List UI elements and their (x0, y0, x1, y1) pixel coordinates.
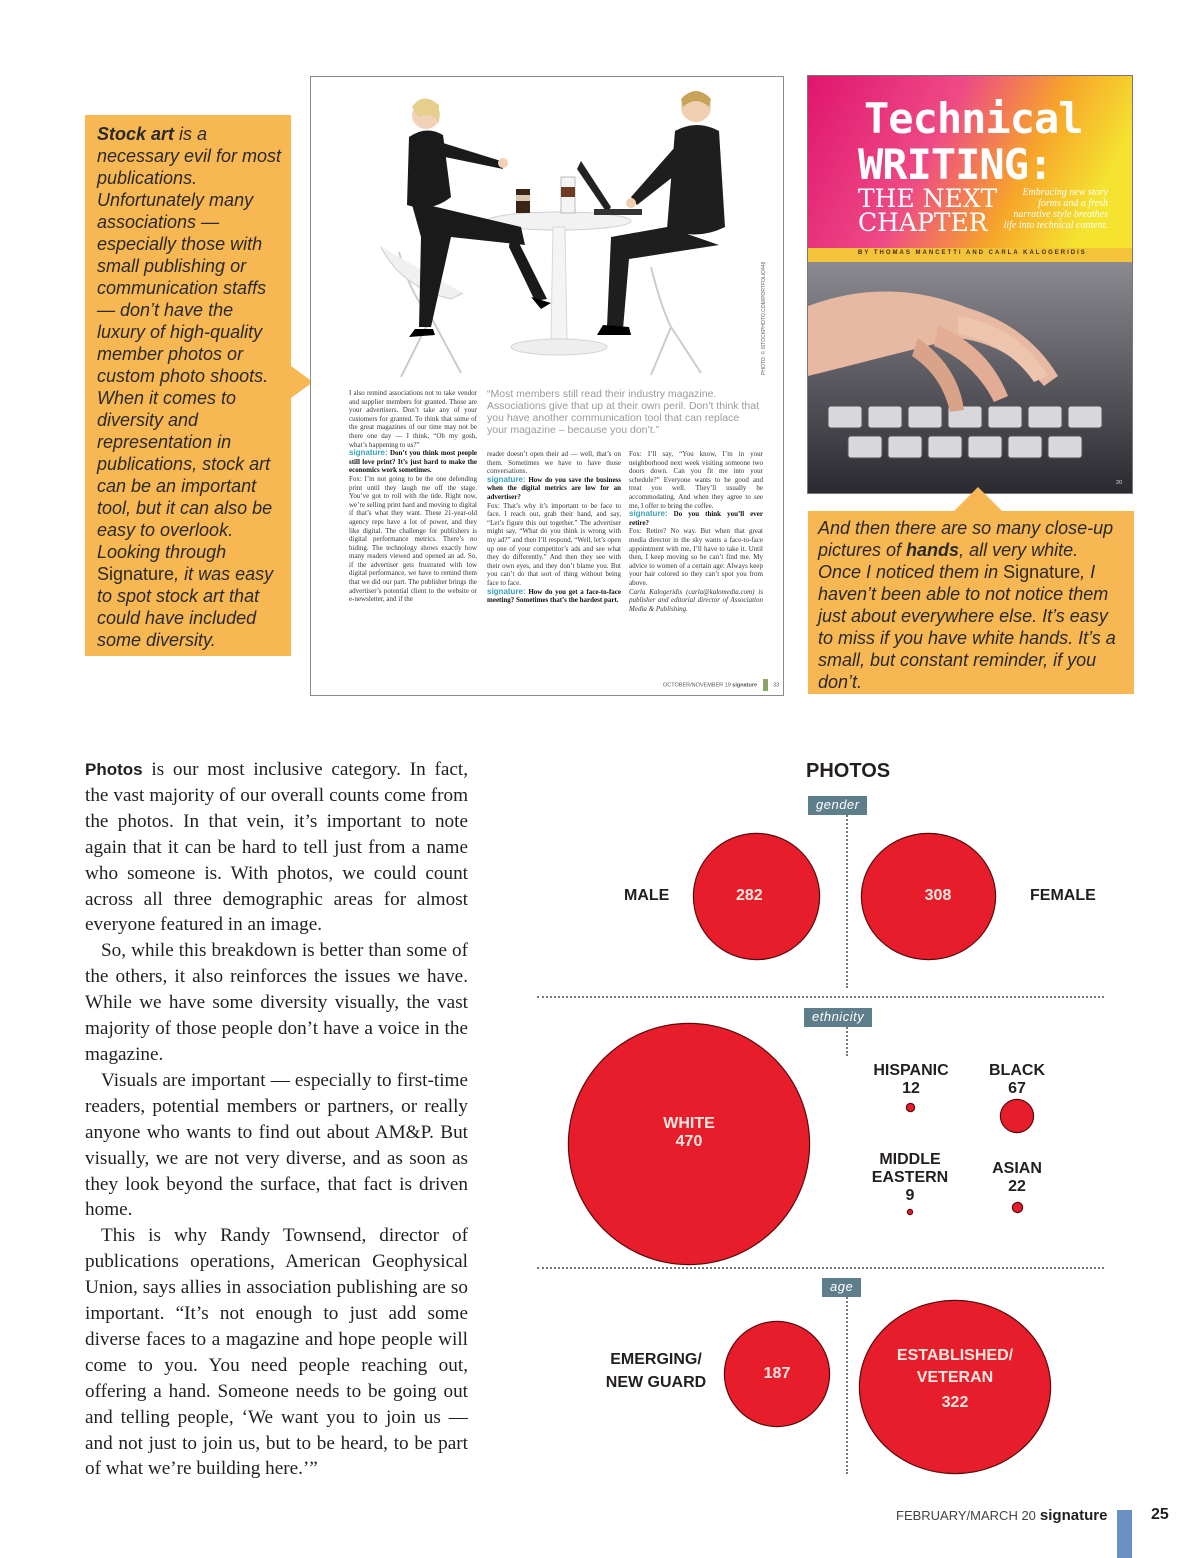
white-label: WHITE (663, 1115, 715, 1132)
stock-photo-business-meeting (311, 77, 784, 377)
spread-col1-text2: Fox: I’m not going to be the one defending print until they laugh me off the stage. You’ve got to roll with the tide. Right now, we’re selling print hard and moving to digital if that’s what they want. These 21-year-old agency reps have a lot of power, and they like digital. The challenge for publishers is digital performance metrics. There’s no hiding. The technology shows exactly how many readers viewed and opened an ad. So, if the advertiser gets frustrated with low digital performance, we have to remind them that we did our part. The publisher brings the advertiser’s potential client to the website or e-newsletter, and if the (349, 474, 477, 604)
spread-folio-bar (763, 679, 768, 691)
paragraph-2: So, while this breakdown is better than some of the others, it also reinforces the issues we have. While we have some diversity visually, the vast majority of those people don’t have a voice in the magazine. (85, 940, 468, 1065)
callout-text-3: , I haven’t been able to not notice them just about everywhere else. It’s easy to miss if you have white hands. It’s a small, but constant reminder, if you don’t. (818, 562, 1116, 692)
spread-col2-text: reader doesn’t open their ad — well, that’s on them. Sometimes we have to have those conversations. (487, 450, 621, 476)
emerging-value: 187 (763, 1365, 791, 1382)
spread-col3-text: Fox: I’ll say, “You know, I’m in your neighborhood next week visiting someone two doors down. Can you fit me into your schedule?” Everyone wants to be good and treat you well. They’ll usually be accommodating. And when they agree to see me, I offer to bring the coffee. (629, 450, 763, 510)
question-2: How do you save the business when the digital metrics are low for an advertiser? (487, 475, 622, 501)
asian-label: ASIAN (992, 1160, 1042, 1177)
middle-eastern-value: 9 (905, 1187, 915, 1204)
paragraph-3: Visuals are important — especially to first-time readers, potential members or partners, or really anyone who wants to find out about AM&P. But visually, we are not very diverse, and as soon as they look beyond the surface, that fact is driven home. (85, 1069, 468, 1221)
black-value: 67 (1008, 1080, 1026, 1097)
author-bio: Carla Kalogeridis (carla@kalomedia.com) is publisher and editorial director of Association Media & Publishing. (629, 587, 763, 613)
age-tag: age (822, 1278, 861, 1297)
spread-folio-magazine: signature (732, 682, 758, 689)
male-label: MALE (624, 887, 670, 904)
footer-magazine: signature (1039, 1507, 1108, 1524)
article-body (85, 757, 468, 1482)
spread-column-1 (349, 389, 477, 604)
male-value: 282 (736, 887, 763, 904)
callout-text: is a necessary evil for most publications. Unfortunately many associations — especially those with small publishing or communication staffs — don’t have the luxury of high-quality member photos or custom photo shoots. When it comes to diversity and representation in publications, stock art can be an important tool, but it can also be easy to overlook. Looking through (97, 124, 282, 562)
cover-title-line-1: Technical (864, 94, 1083, 143)
spread-col3-text2: Fox: Retire? No way. But when that great media director in the sky wants a face-to-face appointment with me, I’ll have to take it. Until then, I keep moving so he can’t find me. My advice to women of a certain age: Always keep your hair colored so they can’t spot you from above. (629, 527, 763, 587)
black-bubble (1001, 1100, 1033, 1132)
page-footer (896, 1507, 1107, 1524)
cover-title-line-2: WRITING: (858, 140, 1053, 189)
age-divider (846, 1294, 848, 1474)
paragraph-lead: Photos (85, 760, 143, 779)
middle-eastern-label-line-1: MIDDLE (879, 1151, 941, 1168)
gender-tag: gender (808, 796, 867, 815)
footer-date: FEBRUARY/MARCH 20 (896, 1508, 1036, 1523)
callout-pointer-up (952, 487, 1004, 513)
chart-title: PHOTOS (806, 760, 891, 782)
section-divider-2 (537, 1267, 1104, 1269)
spread-column-3 (629, 450, 763, 613)
spread-folio-page: 33 (773, 682, 780, 689)
middle-eastern-bubble (908, 1210, 912, 1214)
callout-lead: Stock art (97, 124, 175, 144)
technical-writing-cover-thumbnail (807, 75, 1133, 494)
spread-folio (663, 679, 779, 691)
established-value: 322 (941, 1394, 969, 1411)
paragraph-1 (85, 757, 468, 938)
spread-column-2 (487, 450, 621, 605)
question-tag: signature: (349, 448, 388, 458)
hispanic-bubble (907, 1104, 914, 1111)
callout-magazine-name: Signature (97, 564, 175, 584)
cover-deck: Embracing new story forms and a fresh narrative style breathes life into technical content. (1003, 187, 1108, 231)
paragraph-4: This is why Randy Townsend, director of publications operations, American Geophysical Union, says allies in association publishing are so important. “It’s not enough to just add some diverse faces to a magazine and hope people will come to you. You need people reaching out, offering a hand. Someone needs to be going out and telling people, ‘We want you to join us — and not just to join us, but to be heard, to be part of what we’re building here.’” (85, 1225, 468, 1480)
question-3: How do you get a face-to-face meeting? Sometimes that’s the hardest part. (487, 587, 621, 605)
cover-subtitle-line-1: THE NEXT (858, 184, 998, 213)
callout-text-2: , all very white. Once I noticed them in (818, 540, 1079, 582)
hands-callout (808, 511, 1134, 694)
cover-folio: 20 (1116, 480, 1123, 486)
emerging-label-line-1: EMERGING/ (610, 1351, 702, 1368)
question-4: Do you think you’ll ever retire? (629, 510, 763, 527)
hispanic-value: 12 (902, 1080, 920, 1097)
spread-col1-text: I also remind associations not to take vendor and supplier members for granted. Those are your advertisers. Don’t take any of your customers for granted. To think that some of the great magazines of our time may not be there one day — I think, “Oh my gosh, what’s happening to us?” (349, 389, 477, 449)
hispanic-label: HISPANIC (873, 1062, 949, 1079)
black-label: BLACK (989, 1062, 1045, 1079)
spread-col2-text2: Fox: That’s why it’s important to be face to face. I reach out, grab their hand, and say, “Let’s figure this out together.” The advertiser might say, “What do you think is wrong with my ad?” and then I’ll respond, “Well, let’s open up one of your competitor’s ads and see what they do differently.” And then they see with their own eyes, and they don’t blame you. But you can’t do that sort of thing without being face to face. (487, 501, 621, 587)
female-value: 308 (924, 887, 952, 904)
spread-pull-quote: “Most members still read their industry magazine. Associations give that up at their own peril. Don’t think that you have another communication tool that can replace your magazine – because you don’t.” (487, 388, 759, 436)
photo-credit: PHOTO: © ISTOCKPHOTO.COM/PORTFOLIO448 (761, 261, 767, 375)
footer-accent-bar (1117, 1510, 1132, 1558)
established-label-line-1: ESTABLISHED/ (896, 1347, 1014, 1364)
section-divider-1 (537, 996, 1104, 998)
callout-magazine-name: Signature (1003, 562, 1081, 582)
established-label-line-2: VETERAN (916, 1369, 994, 1386)
callout-text-end: , it was easy to spot stock art that could have included some diversity. (97, 564, 274, 650)
ethnicity-divider (846, 1024, 848, 1056)
gender-divider (846, 812, 848, 988)
asian-bubble (1013, 1203, 1022, 1212)
middle-eastern-label-line-2: EASTERN (871, 1169, 949, 1186)
paragraph-1-text: is our most inclusive category. In fact, the vast majority of our overall counts come from the photos. In that vein, it’s important to note again that it can be hard to tell just from a name who someone is. With photos, we could count across all three demographic areas for almost everyone featured in an image. (85, 759, 468, 936)
white-value: 470 (675, 1133, 703, 1150)
question-tag: signature: (487, 586, 526, 596)
magazine-spread-thumbnail (310, 76, 784, 696)
question-tag: signature: (487, 474, 526, 484)
cover-subtitle-line-2: CHAPTER (858, 208, 988, 237)
ethnicity-tag: ethnicity (804, 1008, 872, 1027)
callout-bold-word: hands (906, 540, 960, 560)
female-label: FEMALE (1030, 887, 1096, 904)
cover-byline: BY THOMAS MANCETTI AND CARLA KALOGERIDIS (858, 250, 1087, 256)
page-number: 25 (1151, 1506, 1169, 1523)
callout-text: And then there are so many close-up pictures of (818, 518, 1114, 560)
emerging-label-line-2: NEW GUARD (605, 1374, 707, 1391)
stock-art-callout (85, 115, 291, 656)
spread-folio-date: OCTOBER/NOVEMBER 19 (663, 682, 731, 689)
question-1: Don’t you think most people still love print? It’s just hard to make the economics work sometimes. (349, 449, 477, 475)
question-tag: signature: (629, 509, 668, 519)
asian-value: 22 (1008, 1178, 1026, 1195)
established-bubble (860, 1301, 1050, 1473)
